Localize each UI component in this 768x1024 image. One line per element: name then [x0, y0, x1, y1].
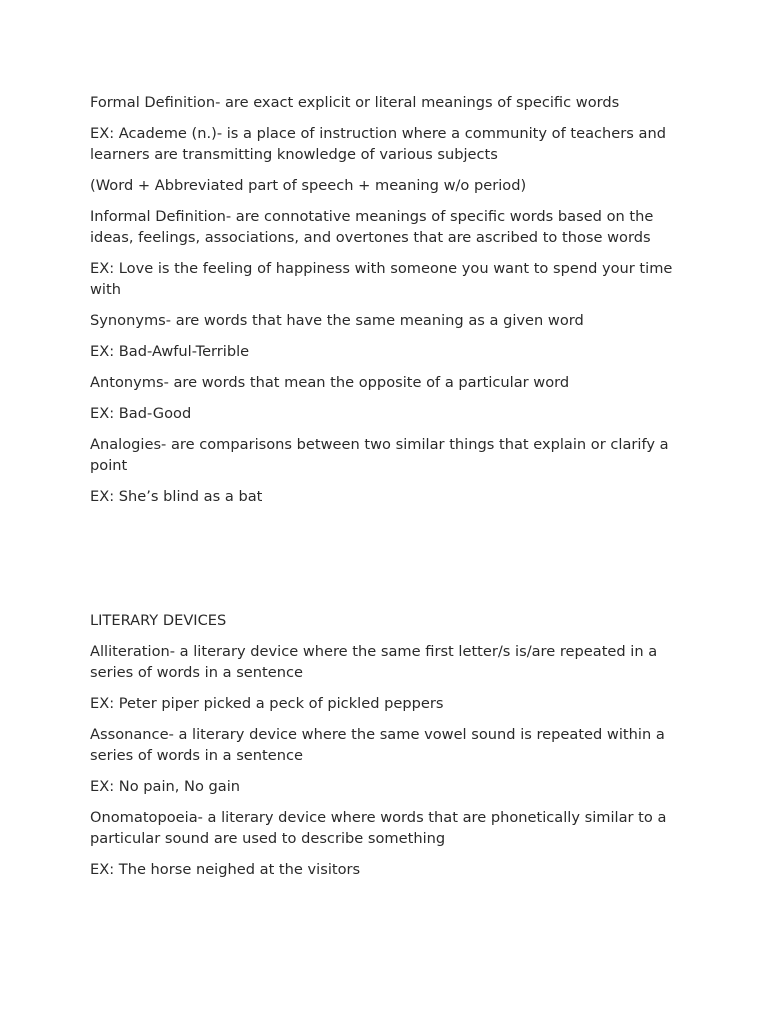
formal-definition-paragraph: Formal Definition- are exact explicit or literal meanings of specific words	[90, 94, 620, 111]
alliteration-paragraph: Alliteration- a literary device where the same first letter/s is/are repeated in a series of words in a sentence	[90, 643, 658, 681]
formal-definition-example: EX: Academe (n.)- is a place of instruction where a community of teachers and learners are transmitting knowledge of various subjects	[90, 125, 666, 163]
synonyms-paragraph: Synonyms- are words that have the same meaning as a given word	[90, 312, 584, 329]
analogies-paragraph: Analogies- are comparisons between two similar things that explain or clarify a point	[90, 436, 669, 474]
alliteration-example: EX: Peter piper picked a peck of pickled peppers	[90, 695, 444, 712]
informal-definition-example: EX: Love is the feeling of happiness with someone you want to spend your time with	[90, 260, 673, 298]
informal-definition-paragraph: Informal Definition- are connotative meanings of specific words based on the ideas, feelings, associations, and overtones that are ascribed to those words	[90, 208, 654, 246]
onomatopoeia-paragraph: Onomatopoeia- a literary device where words that are phonetically similar to a particular sound are used to describe something	[90, 809, 667, 847]
literary-devices-heading: LITERARY DEVICES	[90, 612, 227, 629]
assonance-example: EX: No pain, No gain	[90, 778, 241, 795]
document-body	[90, 92, 690, 890]
antonyms-example: EX: Bad-Good	[90, 405, 192, 422]
synonyms-example: EX: Bad-Awful-Terrible	[90, 343, 250, 360]
antonyms-paragraph: Antonyms- are words that mean the opposite of a particular word	[90, 374, 570, 391]
formal-definition-format-note: (Word + Abbreviated part of speech + meaning w/o period)	[90, 177, 527, 194]
section-spacer	[90, 517, 690, 610]
onomatopoeia-example: EX: The horse neighed at the visitors	[90, 861, 361, 878]
assonance-paragraph: Assonance- a literary device where the same vowel sound is repeated within a series of words in a sentence	[90, 726, 665, 764]
analogies-example: EX: She’s blind as a bat	[90, 488, 263, 505]
